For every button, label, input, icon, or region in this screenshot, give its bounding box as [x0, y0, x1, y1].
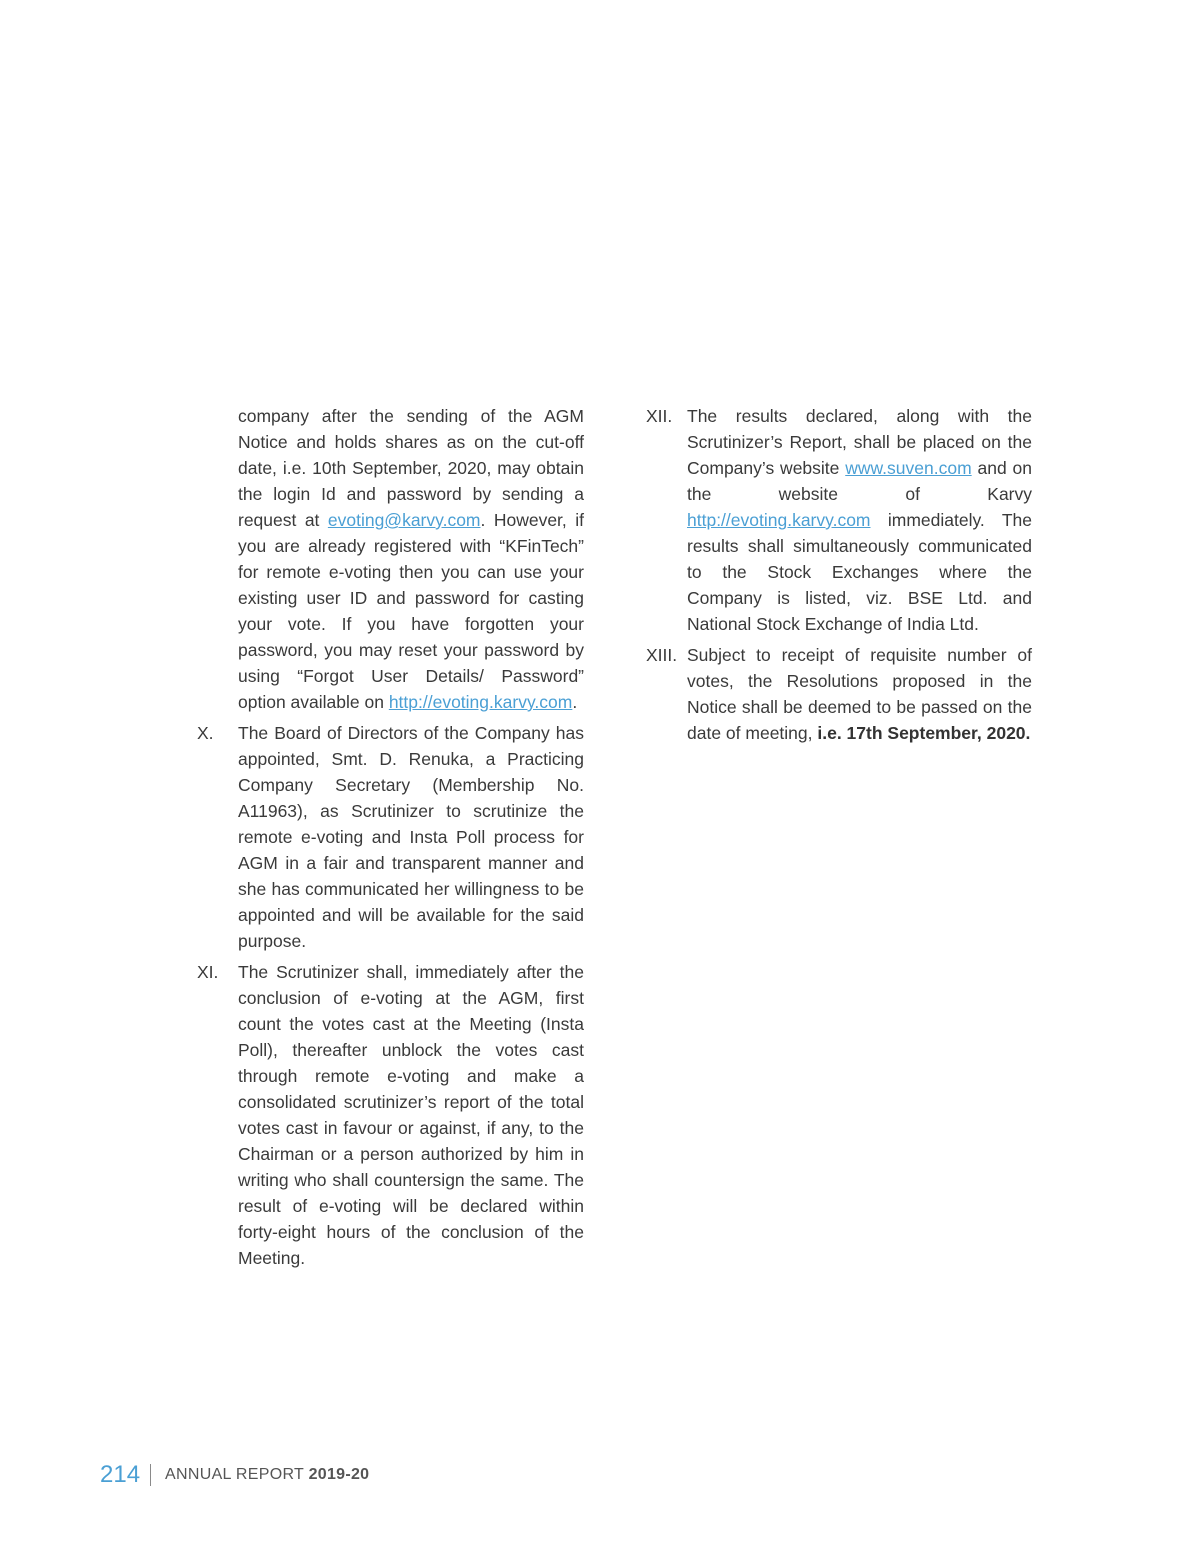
item-text-a: The results declared, along with the Scrutinizer’s Report, shall be placed on the Company’s website — [687, 406, 1032, 478]
list-item-x — [197, 720, 584, 954]
item-text-a: Subject to receipt of requisite number of votes, the Resolutions proposed in the Notice shall be deemed to be passed on the date of meeting, — [687, 645, 1032, 743]
continued-text-c: . — [572, 692, 578, 712]
continued-text-b: . However, if you are already registered with “KFinTech” for remote e-voting then you can use your existing user ID and password for casting your vote. If you have forgotten your password, you may reset your password by using “Forgot User Details/ Password” option available on — [238, 510, 584, 712]
item-text — [687, 403, 1032, 637]
report-year: 2019-20 — [308, 1466, 370, 1483]
page-footer — [100, 1458, 369, 1492]
continued-paragraph — [197, 403, 584, 715]
meeting-date-bold: i.e. 17th September, 2020. — [817, 723, 1031, 743]
item-number: XII. — [646, 406, 673, 426]
evoting-email-link[interactable]: evoting@karvy.com — [327, 510, 481, 530]
report-title — [165, 1466, 369, 1484]
evoting-karvy-link[interactable]: http://evoting.karvy.com — [687, 510, 871, 530]
list-item-xiii — [646, 642, 1032, 746]
item-text: The Board of Directors of the Company has appointed, Smt. D. Renuka, a Practicing Company Secretary (Membership No. A11963), as Scrutinizer to scrutinize the remote e-voting and Insta Poll process for AGM in a fair and transparent manner and she has communicated her willingness to be appointed and will be available for the said purpose. — [238, 723, 584, 951]
left-column — [197, 403, 584, 1276]
item-number: X. — [197, 723, 214, 743]
item-text — [687, 642, 1032, 746]
evoting-karvy-link[interactable]: http://evoting.karvy.com — [388, 692, 573, 712]
continued-text-a: company after the sending of the AGM Notice and holds shares as on the cut-off date, i.e. 10th September, 2020, may obtain the login Id and password by sending a request at — [238, 406, 584, 530]
item-number: XIII. — [646, 645, 678, 665]
page-number: 214 — [100, 1461, 141, 1488]
right-column — [646, 403, 1032, 751]
item-number: XI. — [197, 962, 219, 982]
footer-divider — [150, 1464, 151, 1486]
list-item-xii — [646, 403, 1032, 637]
suven-website-link[interactable]: www.suven.com — [845, 458, 972, 478]
item-text-b: and on the website of Karvy — [687, 458, 1033, 504]
list-item-xi — [197, 959, 584, 1271]
item-text: The Scrutinizer shall, immediately after the conclusion of e-voting at the AGM, first count the votes cast at the Meeting (Insta Poll), thereafter unblock the votes cast through remote e-voting and make a consolidated scrutinizer’s report of the total votes cast in favour or against, if any, to the Chairman or a person authorized by him in writing who shall countersign the same. The result of e-voting will be declared within forty-eight hours of the conclusion of the Meeting. — [238, 962, 584, 1268]
item-text-c: immediately. The results shall simultaneously communicated to the Stock Exchanges where the Company is listed, viz. BSE Ltd. and National Stock Exchange of India Ltd. — [687, 510, 1032, 634]
report-label: ANNUAL REPORT — [165, 1466, 304, 1483]
